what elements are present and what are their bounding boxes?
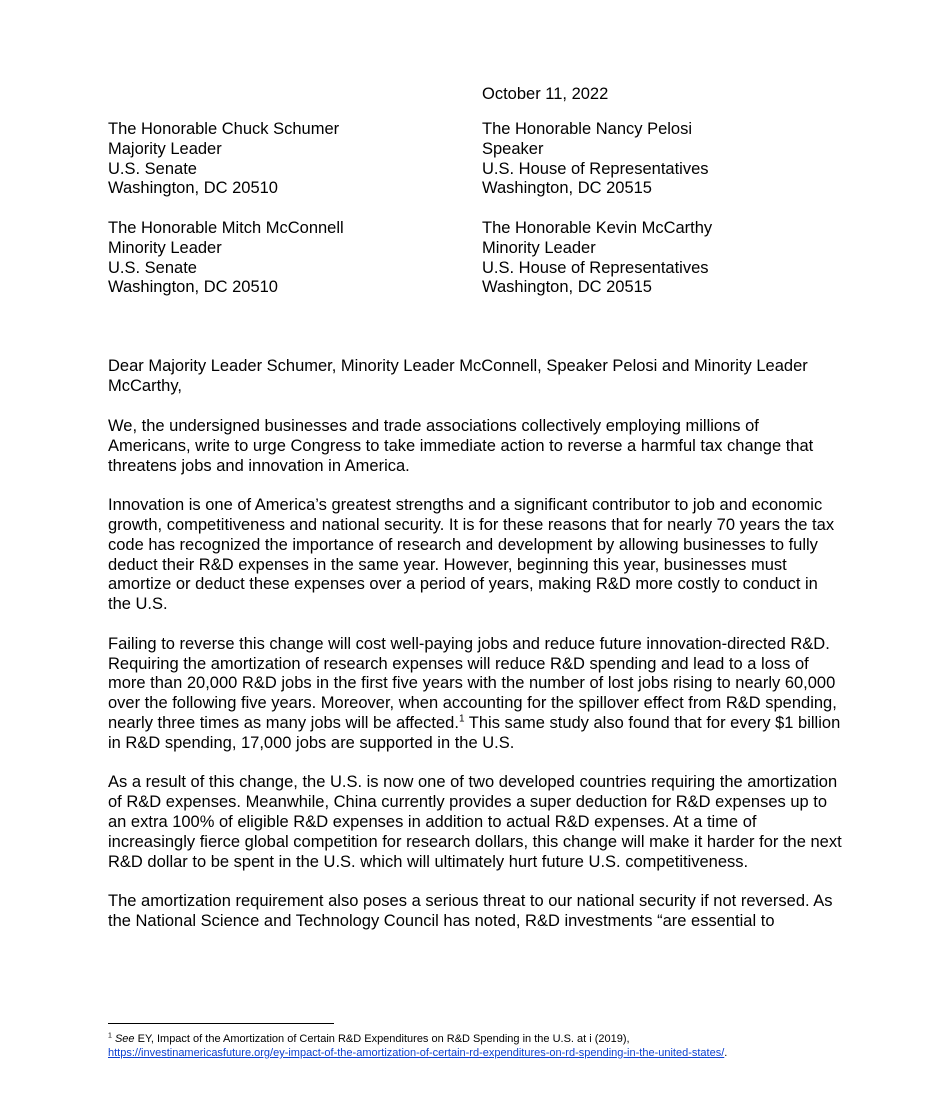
- addressee-schumer: [108, 120, 339, 199]
- addressee-pelosi: [482, 120, 709, 199]
- addressee-city: Washington, DC 20510: [108, 179, 278, 198]
- addressee-body: U.S. Senate: [108, 258, 197, 277]
- footnote-reference[interactable]: 1: [458, 713, 465, 725]
- paragraph-intro: We, the undersigned businesses and trade associations collectively employing millions of Americans, write to urge Congress to take immediate action to reverse a harmful tax change that threatens jobs and innovation in America.: [108, 417, 814, 475]
- footnote-signal: See: [114, 1033, 135, 1045]
- footnote-link-suffix: .: [724, 1047, 728, 1059]
- addressee-body: U.S. House of Representatives: [482, 258, 709, 277]
- footnote-citation: EY, Impact of the Amortization of Certain R&D Expenditures on R&D Spending in the U.S. at i (2019),: [134, 1033, 630, 1045]
- letter-date: October 11, 2022: [482, 85, 609, 103]
- footnote-divider: [108, 1023, 334, 1024]
- addressee-mccarthy: [482, 219, 712, 298]
- addressee-name: The Honorable Chuck Schumer: [108, 120, 340, 138]
- addressee-name: The Honorable Nancy Pelosi: [482, 120, 693, 138]
- addressee-body: U.S. House of Representatives: [482, 159, 709, 178]
- addressee-title: Speaker: [482, 139, 544, 158]
- paragraph-competitiveness: As a result of this change, the U.S. is now one of two developed countries requiring the amortization of R&D expenses. Meanwhile, China currently provides a super deduction for R&D expenses up to an extra 100% of eligible R&D expenses in addition to actual R&D expenses. At a time of increasingly fierce global competition for research dollars, this change will make it harder for the next R&D dollar to be spent in the U.S. which will ultimately hurt future U.S. competitiveness.: [108, 773, 842, 871]
- footnote-link[interactable]: https://investinamericasfuture.org/ey-impact-of-the-amortization-of-certain-rd-expenditures-on-rd-spending-in-the-united-states/: [108, 1047, 725, 1059]
- addressee-name: The Honorable Mitch McConnell: [108, 219, 344, 237]
- footnote: [108, 1032, 868, 1060]
- paragraph-jobs: [108, 635, 844, 754]
- paragraph-innovation: Innovation is one of America’s greatest strengths and a significant contributor to job and economic growth, competitiveness and national security. It is for these reasons that for nearly 70 years the tax code has recognized the importance of research and development by allowing businesses to fully deduct their R&D expenses in the same year. However, beginning this year, businesses must amortize or deduct these expenses over a period of years, making R&D more costly to conduct in the U.S.: [108, 496, 835, 614]
- addressee-city: Washington, DC 20515: [482, 179, 652, 198]
- paragraph-jobs-text: Failing to reverse this change will cost well-paying jobs and reduce future innovation-directed R&D. Requiring the amortization of research expenses will reduce R&D spending and lead to a loss of more than 20,000 R&D jobs in the first five years with the number of lost jobs rising to nearly 60,000 over the following five years. Moreover, when accounting for the spillover effect from R&D spending, nearly three times as many jobs will be affected.: [108, 634, 837, 732]
- addressee-title: Majority Leader: [108, 139, 222, 158]
- addressee-title: Minority Leader: [108, 238, 222, 257]
- addressee-city: Washington, DC 20510: [108, 278, 278, 297]
- letter-body: [108, 417, 844, 952]
- addressee-body: U.S. Senate: [108, 159, 197, 178]
- paragraph-jobs-text-continued: This same study also found that for every $1 billion in R&D spending, 17,000 jobs are supported in the U.S.: [108, 713, 841, 752]
- footnote-number: 1: [108, 1032, 112, 1040]
- addressee-mcconnell: [108, 219, 344, 298]
- salutation: Dear Majority Leader Schumer, Minority Leader McConnell, Speaker Pelosi and Minority Leader McCarthy,: [108, 357, 808, 395]
- addressee-name: The Honorable Kevin McCarthy: [482, 219, 713, 237]
- paragraph-national-security: The amortization requirement also poses a serious threat to our national security if not reversed. As the National Science and Technology Council has noted, R&D investments “are essential to: [108, 892, 833, 930]
- addressee-city: Washington, DC 20515: [482, 278, 652, 297]
- addressee-title: Minority Leader: [482, 238, 596, 257]
